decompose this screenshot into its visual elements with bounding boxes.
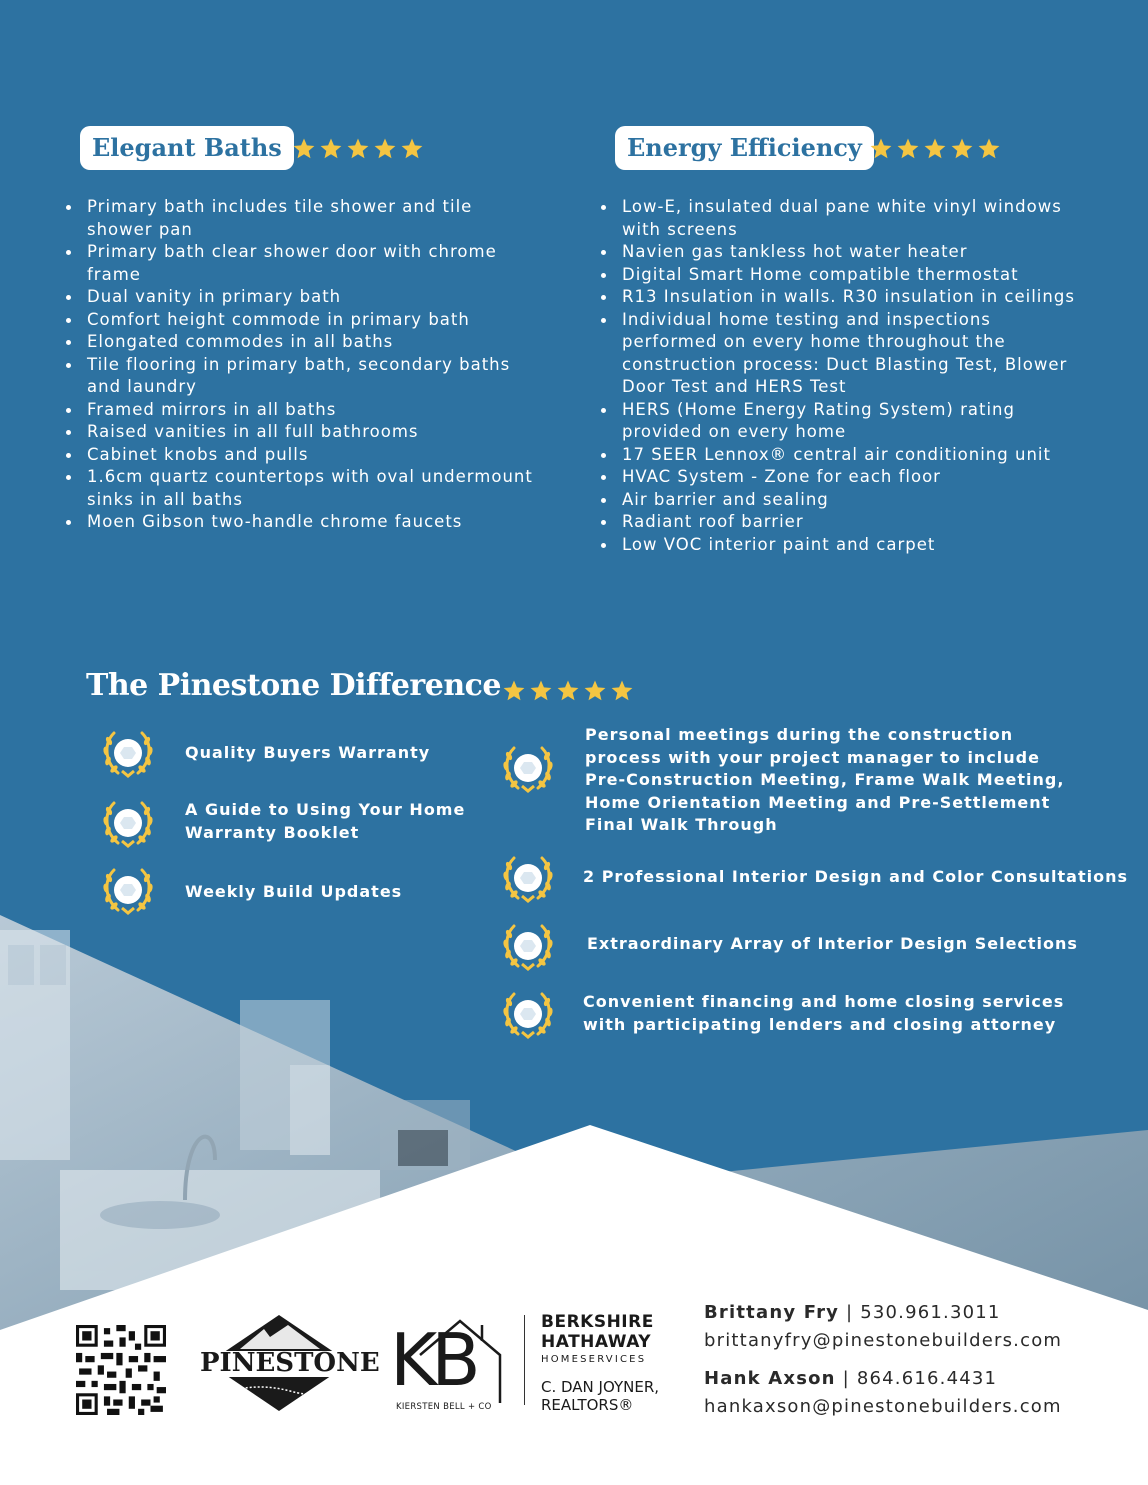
feature-list-item: Framed mirrors in all baths	[62, 399, 542, 422]
star-icon	[896, 137, 920, 161]
laurel-award-icon	[500, 852, 556, 904]
laurel-award-icon	[500, 742, 556, 794]
laurel-award-icon	[100, 797, 156, 849]
energy-feature-list	[597, 196, 1077, 556]
feature-list-item: Radiant roof barrier	[597, 511, 1077, 534]
feature-list-item: Navien gas tankless hot water heater	[597, 241, 1077, 264]
difference-rating-stars	[502, 679, 634, 703]
star-icon	[869, 137, 893, 161]
contact-phone[interactable]: 530.961.3011	[860, 1302, 1001, 1323]
star-icon	[529, 679, 553, 703]
difference-item: 2 Professional Interior Design and Color Consultations	[583, 867, 1129, 886]
star-icon	[583, 679, 607, 703]
difference-item: Quality Buyers Warranty	[185, 743, 431, 762]
pinestone-logo-text: PINESTONE	[200, 1348, 380, 1378]
feature-list-item: Dual vanity in primary bath	[62, 286, 542, 309]
contact-phone[interactable]: 864.616.4431	[856, 1368, 998, 1389]
star-icon	[556, 679, 580, 703]
feature-list-item: 1.6cm quartz countertops with oval undermount sinks in all baths	[62, 466, 542, 511]
feature-list-item: 17 SEER Lennox® central air conditioning unit	[597, 444, 1077, 467]
feature-list-item: Individual home testing and inspections performed on every home throughout the construction process: Duct Blasting Test, Blower Door Test and HERS Test	[597, 309, 1077, 399]
feature-list-item: Primary bath includes tile shower and tile shower pan	[62, 196, 542, 241]
feature-list-item: Low VOC interior paint and carpet	[597, 534, 1077, 557]
contact-separator: |	[846, 1302, 861, 1323]
feature-list-item: Digital Smart Home compatible thermostat	[597, 264, 1077, 287]
contact-name: Brittany Fry	[704, 1302, 840, 1323]
baths-rating-stars	[292, 137, 424, 161]
bh-line-4: C. DAN JOYNER,	[541, 1378, 660, 1396]
difference-item: Personal meetings during the construction process with your project manager to include Pre-Construction Meeting, Frame Walk Meeting, Home Orientation Meeting and Pre-Settlement Final Walk Through	[585, 725, 1065, 834]
bh-line-1: BERKSHIRE	[541, 1312, 654, 1332]
contact-email[interactable]: brittanyfry@pinestonebuilders.com	[704, 1330, 1063, 1351]
bh-line-2: HATHAWAY	[541, 1332, 652, 1352]
feature-list-item: Tile flooring in primary bath, secondary baths and laundry	[62, 354, 542, 399]
kiersten-bell-name: KIERSTEN BELL + CO	[396, 1402, 492, 1412]
baths-feature-list	[62, 196, 542, 534]
contact-hank-line	[704, 1368, 997, 1389]
difference-item: Weekly Build Updates	[185, 882, 403, 901]
baths-heading: Elegant Baths	[80, 126, 294, 170]
feature-list-item: R13 Insulation in walls. R30 insulation in ceilings	[597, 286, 1077, 309]
qr-code[interactable]	[76, 1325, 166, 1415]
logo-divider	[524, 1315, 525, 1405]
contact-brittany-line	[704, 1302, 1001, 1323]
feature-list-item: Elongated commodes in all baths	[62, 331, 542, 354]
feature-list-item: Air barrier and sealing	[597, 489, 1077, 512]
feature-list-item: HERS (Home Energy Rating System) rating provided on every home	[597, 399, 1077, 444]
laurel-award-icon	[100, 864, 156, 916]
laurel-award-icon	[500, 988, 556, 1040]
feature-list-item: Cabinet knobs and pulls	[62, 444, 542, 467]
star-icon	[373, 137, 397, 161]
contact-separator: |	[842, 1368, 857, 1389]
star-icon	[610, 679, 634, 703]
feature-list-item: Low-E, insulated dual pane white vinyl windows with screens	[597, 196, 1077, 241]
star-icon	[977, 137, 1001, 161]
contact-email[interactable]: hankaxson@pinestonebuilders.com	[704, 1396, 1062, 1417]
laurel-award-icon	[500, 920, 556, 972]
star-icon	[319, 137, 343, 161]
difference-item: Extraordinary Array of Interior Design Selections	[587, 934, 1078, 953]
star-icon	[400, 137, 424, 161]
contact-name: Hank Axson	[704, 1368, 836, 1389]
laurel-award-icon	[100, 727, 156, 779]
difference-item: Convenient financing and home closing services with participating lenders and closing attorney	[583, 992, 1065, 1034]
star-icon	[502, 679, 526, 703]
star-icon	[950, 137, 974, 161]
difference-title: The Pinestone Difference	[86, 668, 501, 703]
star-icon	[346, 137, 370, 161]
feature-list-item: Moen Gibson two-handle chrome faucets	[62, 511, 542, 534]
feature-list-item: Primary bath clear shower door with chrome frame	[62, 241, 542, 286]
energy-rating-stars	[869, 137, 1001, 161]
difference-item: A Guide to Using Your Home Warranty Booklet	[185, 800, 466, 842]
feature-list-item: Comfort height commode in primary bath	[62, 309, 542, 332]
feature-list-item: HVAC System - Zone for each floor	[597, 466, 1077, 489]
bh-line-5: REALTORS®	[541, 1396, 634, 1414]
kiersten-bell-monogram: KB	[390, 1318, 475, 1402]
star-icon	[923, 137, 947, 161]
energy-heading: Energy Efficiency	[615, 126, 874, 170]
bh-line-3: HOMESERVICES	[541, 1354, 647, 1365]
star-icon	[292, 137, 316, 161]
feature-list-item: Raised vanities in all full bathrooms	[62, 421, 542, 444]
